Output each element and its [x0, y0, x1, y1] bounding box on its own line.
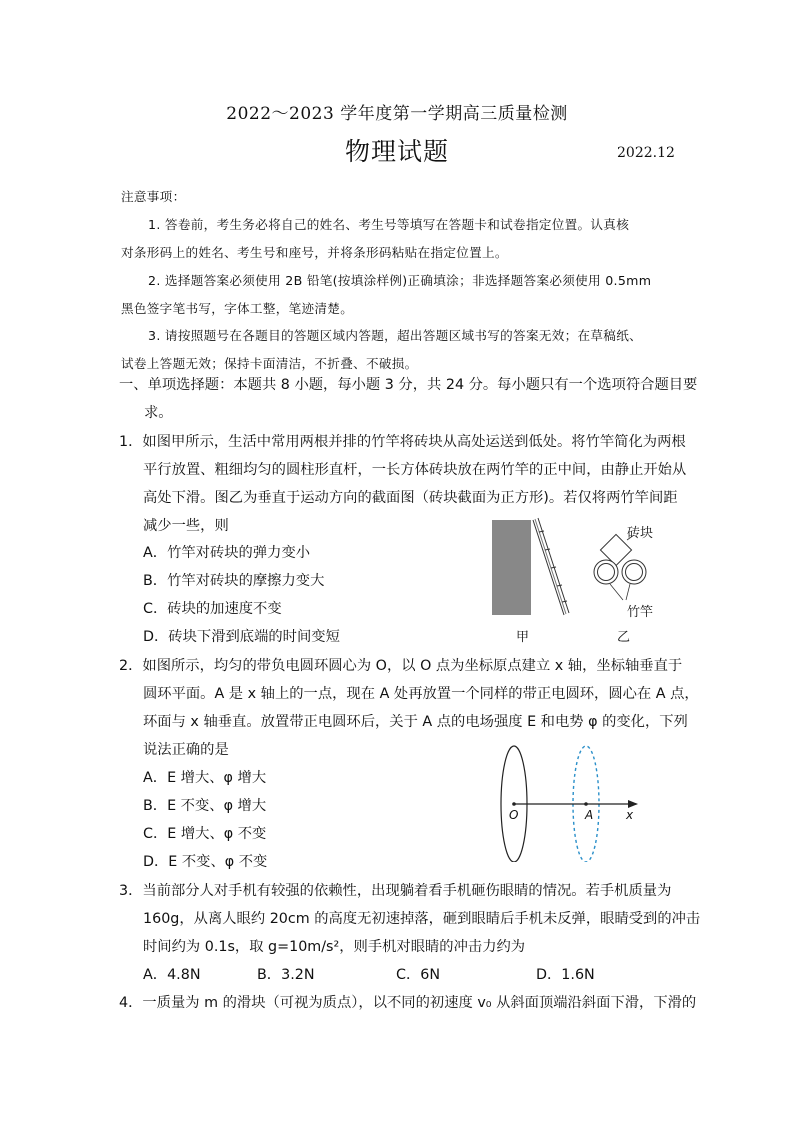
q1-option-a: A．竹竿对砖块的弹力变小: [143, 545, 311, 561]
q3-option-a: A．4.8N: [143, 967, 201, 983]
q1-bamboo-pole: [533, 518, 569, 615]
exam-subject-title: 物理试题: [344, 137, 449, 166]
q1-stem-line-2: 平行放置、粗细均匀的圆柱形直杆，一长方体砖块放在两竹竿的正中间，由静止开始从: [143, 462, 687, 478]
q3-option-b: B．3.2N: [257, 967, 315, 983]
q3-stem-line-1: 3．当前部分人对手机有较强的依赖性，出现躺着看手机砸伤眼睛的情况。若手机质量为: [119, 883, 672, 899]
note-1-line-1: 1. 答卷前，考生务必将自己的姓名、考生号等填写在答题卡和试卷指定位置。认真核: [148, 217, 630, 232]
q2-label-a: A: [585, 808, 594, 822]
q1-pole-label: 竹竿: [627, 605, 654, 620]
q3-option-d: D．1.6N: [536, 967, 595, 983]
q2-stem-line-4: 说法正确的是: [143, 742, 229, 758]
q1-pole-leader-line-2: [626, 584, 630, 600]
q2-stem-line-3: 环面与 x 轴垂直。放置带正电圆环后，关于 A 点的电场强度 E 和电势 φ 的变化，下列: [143, 714, 688, 730]
q3-option-c: C．6N: [396, 967, 441, 983]
q2-option-d: D．E 不变、φ 不变: [143, 854, 268, 870]
exam-term-title: 2022～2023 学年度第一学期高三质量检测: [226, 104, 568, 124]
q1-pole-leader-line-1: [610, 584, 623, 600]
q2-option-c: C．E 增大、φ 不变: [143, 826, 267, 842]
q1-brick-label: 砖块: [627, 526, 654, 541]
section-1-instruction-line-2: 求。: [144, 405, 173, 421]
note-3-line-2: 试卷上答题无效；保持卡面清洁，不折叠、不破损。: [121, 356, 418, 371]
q1-option-c: C．砖块的加速度不变: [143, 601, 282, 617]
q2-label-x: x: [626, 808, 634, 822]
note-3-line-1: 3. 请按照题号在各题目的答题区域内答题，超出答题区域书写的答案无效；在草稿纸、: [148, 328, 642, 343]
q1-wall: [492, 520, 531, 615]
q1-figure-jia-label: 甲: [516, 630, 530, 645]
q1-stem-line-1: 1．如图甲所示，生活中常用两根并排的竹竿将砖块从高处运送到低处。将竹竿简化为两根: [119, 434, 686, 450]
q2-stem-line-2: 圆环平面。A 是 x 轴上的一点，现在 A 处再放置一个同样的带正电圆环，圆心在 A 点，: [143, 686, 699, 702]
q2-figure: [490, 740, 650, 862]
q1-stem-line-4: 减少一些，则: [143, 518, 229, 534]
q2-option-a: A．E 增大、φ 增大: [143, 770, 267, 786]
q3-stem-line-3: 时间约为 0.1s，取 g=10m/s²，则手机对眼睛的冲击力约为: [143, 939, 526, 955]
q3-stem-line-2: 160g，从离人眼约 20cm 的高度无初速掉落，砸到眼睛后手机未反弹，眼睛受到的冲击: [143, 911, 701, 927]
q2-point-a: [584, 802, 588, 806]
q1-stem-line-3: 高处下滑。图乙为垂直于运动方向的截面图（砖块截面为正方形)。若仅将两竹竿间距: [143, 490, 678, 506]
q2-stem-line-1: 2．如图所示，均匀的带负电圆环圆心为 O，以 O 点为坐标原点建立 x 轴，坐标轴垂直于: [119, 658, 683, 674]
q1-figure-yi-label: 乙: [617, 630, 631, 645]
section-1-instruction-line-1: 一、单项选择题：本题共 8 小题，每小题 3 分，共 24 分。每小题只有一个选项符合题目要: [119, 377, 698, 393]
q1-option-d: D．砖块下滑到底端的时间变短: [143, 629, 340, 645]
q1-pole-cross-sections: [594, 560, 646, 584]
note-2-line-2: 黑色签字笔书写，字体工整，笔迹清楚。: [121, 301, 354, 316]
note-1-line-2: 对条形码上的姓名、考生号和座号，并将条形码粘贴在指定位置上。: [121, 245, 508, 260]
q2-point-o: [512, 802, 516, 806]
note-2-line-1: 2. 选择题答案必须使用 2B 铅笔(按填涂样例)正确填涂；非选择题答案必须使用 0.5mm: [148, 273, 652, 288]
q2-option-b: B．E 不变、φ 增大: [143, 798, 267, 814]
notes-heading: 注意事项：: [121, 189, 186, 204]
q2-x-axis-arrow: [628, 800, 638, 808]
exam-date: 2022.12: [617, 145, 675, 161]
q2-label-o: O: [509, 808, 519, 822]
q1-option-b: B．竹竿对砖块的摩擦力变大: [143, 573, 325, 589]
q4-stem-line-1: 4．一质量为 m 的滑块（可视为质点），以不同的初速度 v₀ 从斜面顶端沿斜面下滑，下滑的: [119, 995, 697, 1011]
